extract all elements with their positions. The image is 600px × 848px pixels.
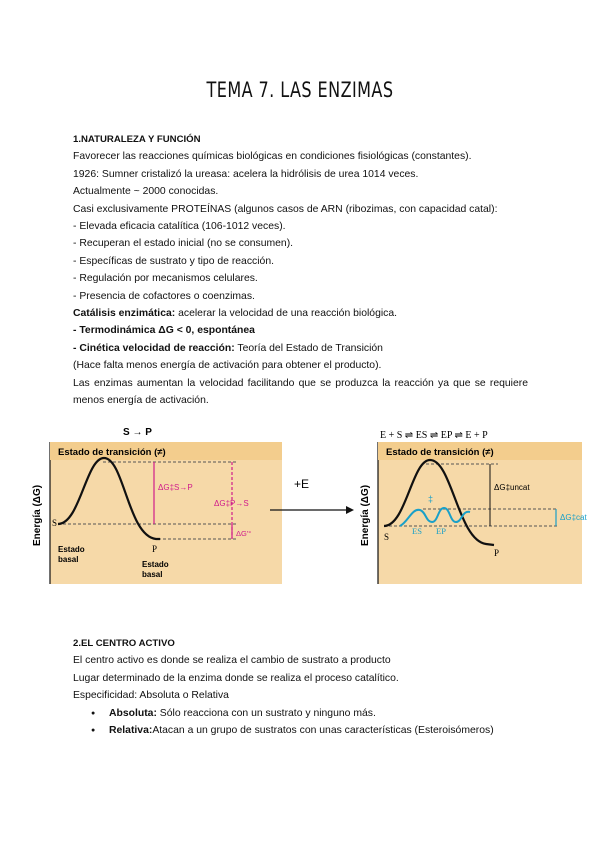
energy-diagram-figure (28, 418, 588, 593)
cinetica-line (73, 340, 528, 357)
cinetica-text: Teoría del Estado de Transición (234, 342, 383, 354)
section-naturaleza (73, 131, 528, 410)
right-panel (378, 442, 582, 584)
right-dagger: ‡ (428, 494, 434, 504)
note-line: (Hace falta menos energía de activación para obtener el producto). (73, 360, 382, 372)
termo-line (73, 322, 528, 339)
cinetica-label: - Cinética velocidad de reacción: (73, 342, 235, 354)
right-es-label: ES (412, 526, 422, 536)
reaction-arrow-head (346, 506, 354, 514)
text-line: - Recuperan el estado inicial (no se consumen). (73, 238, 294, 250)
estado-basal-2b: basal (142, 570, 163, 579)
left-dg-sp: ΔG‡S→P (158, 483, 193, 492)
specificity-list (73, 705, 528, 740)
text-line: Favorecer las reacciones químicas biológicas en condiciones fisiológicas (constantes). (73, 151, 472, 163)
right-s-label: S (384, 532, 390, 542)
right-dg-uncat: ΔG‡uncat (494, 483, 530, 492)
bullet-text: Sólo reacciona con un sustrato y ninguno más. (156, 707, 376, 719)
left-s-label: S (52, 518, 58, 528)
estado-basal-2a: Estado (142, 560, 169, 569)
left-box-title: Estado de transición (≠) (58, 447, 166, 458)
text-line: - Regulación por mecanismos celulares. (73, 273, 258, 285)
right-dg-cat: ΔG‡cat (560, 513, 587, 522)
text-line: 1926: Sumner cristalizó la ureasa: acelera la hidrólisis de urea 1014 veces. (73, 168, 419, 180)
left-header: S → P (123, 427, 152, 438)
estado-basal-1a: Estado (58, 545, 85, 554)
catalisis-text: acelerar la velocidad de una reacción biológica. (175, 308, 398, 320)
left-dg-ps: ΔG‡P→S (214, 499, 249, 508)
text-line: Casi exclusivamente PROTEÍNAS (algunos casos de ARN (ribozimas, con capacidad catal): (73, 203, 498, 215)
right-box-title: Estado de transición (≠) (386, 447, 494, 458)
list-item (109, 722, 528, 739)
estado-basal-1b: basal (58, 555, 79, 564)
bullet-label: Absoluta: (109, 707, 157, 719)
list-item (109, 705, 528, 722)
text-line: Especificidad: Absoluta o Relativa (73, 690, 229, 702)
right-p-label: P (494, 548, 500, 558)
section-heading: 1.NATURALEZA Y FUNCIÓN (73, 134, 201, 145)
ylabel-right: Energía (ΔG) (360, 484, 371, 546)
bullet-label: Relativa: (109, 725, 153, 737)
ylabel-left: Energía (ΔG) (32, 484, 43, 546)
page-title: TEMA 7. LAS ENZIMAS (206, 78, 394, 102)
section-centro-activo (73, 635, 528, 739)
left-dg-zero: ΔG'° (236, 529, 252, 538)
section-heading: 2.EL CENTRO ACTIVO (73, 638, 175, 649)
left-p-label: P (152, 544, 158, 554)
catalisis-label: Catálisis enzimática: (73, 308, 176, 320)
text-line: Lugar determinado de la enzima donde se realiza el proceso catalítico. (73, 672, 399, 684)
text-line: Actualmente ~ 2000 conocidas. (73, 186, 219, 198)
paragraph: Las enzimas aumentan la velocidad facilitando que se produzca la reacción ya que se requiere menos energía de activación. (73, 377, 528, 407)
text-line: - Elevada eficacia catalítica (106-1012 veces). (73, 221, 286, 233)
catalisis-line (73, 305, 528, 322)
termo-text: - Termodinámica ΔG < 0, espontánea (73, 325, 255, 337)
right-equation: E + S ⇌ ES ⇌ EP ⇌ E + P (380, 430, 488, 441)
right-ep-label: EP (436, 526, 446, 536)
text-line: - Específicas de sustrato y tipo de reacción. (73, 255, 274, 267)
text-line: - Presencia de cofactores o coenzimas. (73, 290, 255, 302)
text-line: El centro activo es donde se realiza el cambio de sustrato a producto (73, 655, 391, 667)
bullet-text: Atacan a un grupo de sustratos con unas características (Esteroisómeros) (152, 725, 494, 737)
arrow-label: +E (294, 477, 310, 491)
